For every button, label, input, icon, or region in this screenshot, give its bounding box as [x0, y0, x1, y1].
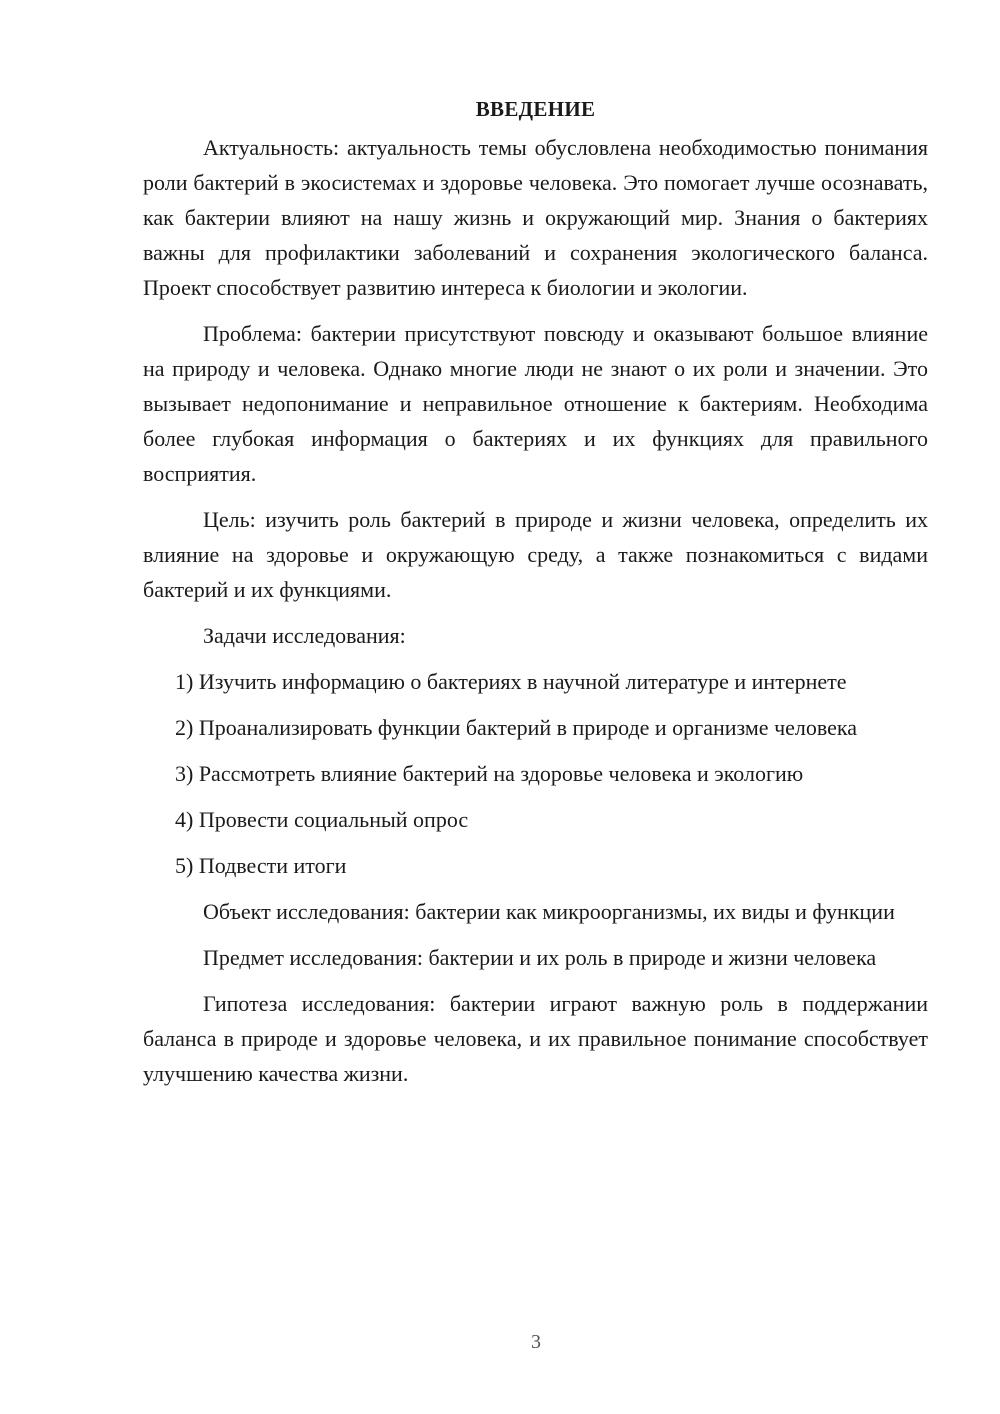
document-page — [143, 92, 928, 1102]
paragraph-relevance: Актуальность: актуальность темы обусловлена необходимостью понимания роли бактерий в экосистемах и здоровье человека. Это помогает лучше осознавать, как бактерии влияют на нашу жизнь и окружающий мир. Знания о бактериях важны для профилактики заболеваний и сохранения экологического баланса. Проект способствует развитию интереса к биологии и экологии. — [143, 135, 928, 300]
task-item: 4) Провести социальный опрос — [175, 807, 469, 832]
task-item: 5) Подвести итоги — [175, 853, 347, 878]
paragraph-subject: Предмет исследования: бактерии и их роль в природе и жизни человека — [203, 945, 877, 970]
task-item: 3) Рассмотреть влияние бактерий на здоровье человека и экологию — [175, 761, 804, 786]
paragraph-problem: Проблема: бактерии присутствуют повсюду и оказывают большое влияние на природу и человека. Однако многие люди не знают о их роли и значении. Это вызывает недопонимание и неправильное отношение к бактериям. Необходима более глубокая информация о бактериях и их функциях для правильного восприятия. — [143, 321, 928, 486]
paragraph-object: Объект исследования: бактерии как микроорганизмы, их виды и функции — [203, 899, 895, 924]
task-item: 2) Проанализировать функции бактерий в природе и организме человека — [175, 715, 858, 740]
tasks-heading: Задачи исследования: — [203, 623, 406, 648]
page-number: 3 — [531, 1331, 541, 1353]
task-item: 1) Изучить информацию о бактериях в научной литературе и интернете — [175, 669, 847, 694]
paragraph-hypothesis: Гипотеза исследования: бактерии играют важную роль в поддержании баланса в природе и здоровье человека, и их правильное понимание способствует улучшению качества жизни. — [143, 991, 928, 1086]
document-title: ВВЕДЕНИЕ — [475, 97, 596, 121]
paragraph-goal: Цель: изучить роль бактерий в природе и жизни человека, определить их влияние на здоровье и окружающую среду, а также познакомиться с видами бактерий и их функциями. — [143, 507, 928, 602]
